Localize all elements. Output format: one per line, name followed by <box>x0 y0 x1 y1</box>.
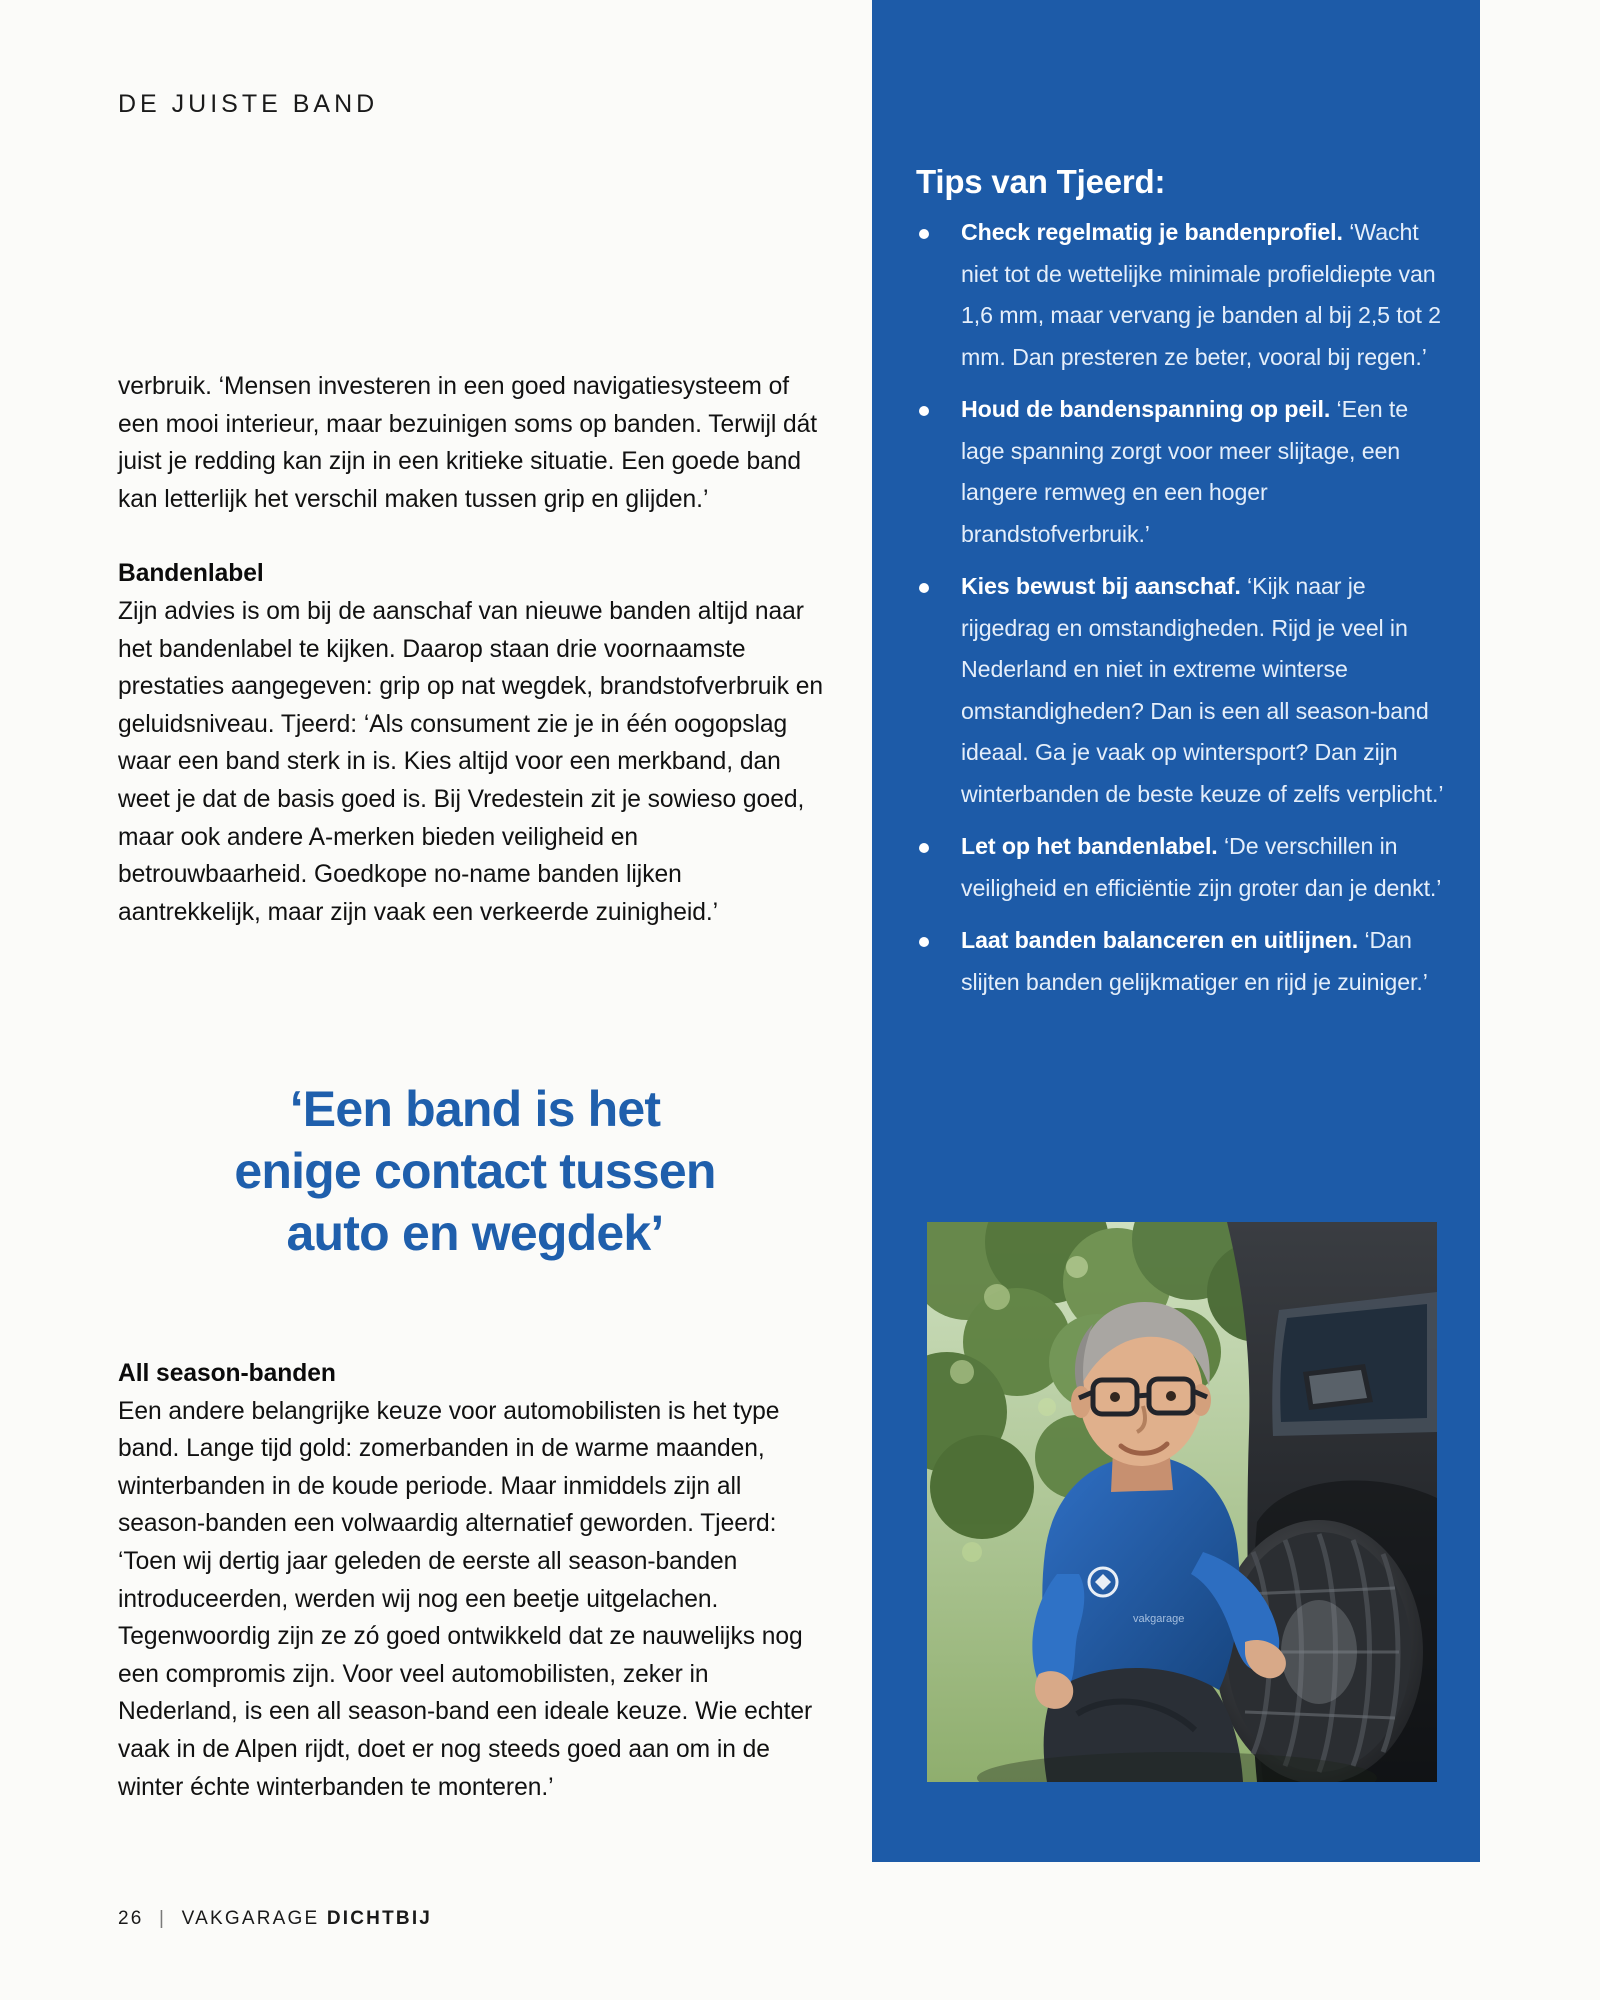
tip-lead: Kies bewust bij aanschaf. <box>961 573 1248 599</box>
tips-panel-title: Tips van Tjeerd: <box>916 163 1166 200</box>
pull-quote-line-3: auto en wegdek’ <box>286 1205 664 1261</box>
pull-quote <box>110 1078 840 1264</box>
tip-lead: Laat banden balanceren en uitlijnen. <box>961 927 1365 953</box>
body-paragraph-1: verbruik. ‘Mensen investeren in een goed navigatiesysteem of een mooi interieur, maar bezuinigen soms op banden. Terwijl dát juist je redding kan zijn in een kritieke situatie. Een goede band kan letterlijk het verschil maken tussen grip en glijden.’ <box>118 373 818 513</box>
mechanic-photo <box>927 1222 1437 1782</box>
tips-list <box>916 212 1446 1014</box>
body-paragraph-2: Zijn advies is om bij de aanschaf van nieuwe banden altijd naar het bandenlabel te kijken. Daarop staan drie voornaamste prestaties aangegeven: grip op nat wegdek, brandstofverbruik en geluidsniveau. Tjeerd: ‘Als consument zie je in één oogopslag waar een band sterk in is. Kies altijd voor een merkband, dan weet je dat de basis goed is. Bij Vredestein zit je sowieso goed, maar ook andere A-merken bieden veiligheid en betrouwbaarheid. Goedkope no-name banden lijken aantrekkelijk, maar zijn vaak een verkeerde zuinigheid.’ <box>118 597 824 926</box>
tip-item <box>916 920 1446 1003</box>
pull-quote-line-2: enige contact tussen <box>234 1143 716 1199</box>
tip-lead: Houd de bandenspanning op peil. <box>961 396 1337 422</box>
bullet-icon <box>919 229 929 239</box>
tip-body: ‘Kijk naar je rijgedrag en omstandigheden. Rijd je veel in Nederland en niet in extreme winterse omstandigheden? Dan is een all season-band ideaal. Ga je vaak op wintersport? Dan zijn winterbanden de beste keuze of zelfs verplicht.’ <box>961 573 1444 807</box>
tip-item <box>916 212 1446 378</box>
subhead-all-season-banden: All season-banden <box>118 1360 336 1387</box>
left-column-bottom <box>118 1355 833 1806</box>
bullet-icon <box>919 843 929 853</box>
mechanic-photo-illustration <box>927 1222 1437 1782</box>
bullet-icon <box>919 406 929 416</box>
tip-lead: Let op het bandenlabel. <box>961 833 1224 859</box>
footer-brand-bold: DICHTBIJ <box>326 1908 433 1929</box>
tip-lead: Check regelmatig je bandenprofiel. <box>961 219 1350 245</box>
svg-text:vakgarage: vakgarage <box>1133 1613 1185 1625</box>
tip-item <box>916 389 1446 555</box>
running-head: DE JUISTE BAND <box>118 90 379 118</box>
tip-item <box>916 826 1446 909</box>
footer-brand: VAKGARAGE <box>181 1908 327 1929</box>
tip-body: ‘Een te lage spanning zorgt voor meer slijtage, een langere remweg en een hoger brandstofverbruik.’ <box>961 396 1409 547</box>
tip-body: ‘Wacht niet tot de wettelijke minimale profieldiepte van 1,6 mm, maar vervang je banden al bij 2,5 tot 2 mm. Dan presteren ze beter, vooral bij regen.’ <box>961 219 1441 370</box>
body-paragraph-3: Een andere belangrijke keuze voor automobilisten is het type band. Lange tijd gold: zomerbanden in de warme maanden, winterbanden in de koude periode. Maar inmiddels zijn all season-banden een volwaardig alternatief geworden. Tjeerd: ‘Toen wij dertig jaar geleden de eerste all season-banden introduceerden, werden wij nog een beetje uitgelachen. Tegenwoordig zijn ze zó goed ontwikkeld dat ze nauwelijks nog een compromis zijn. Voor veel automobilisten, zeker in Nederland, is een all season-band een ideale keuze. Wie echter vaak in de Alpen rijdt, doet er nog steeds goed aan om in de winter échte winterbanden te monteren.’ <box>118 1397 813 1801</box>
footer-separator: | <box>159 1908 167 1929</box>
tip-item <box>916 566 1446 815</box>
tip-body: ‘Dan slijten banden gelijkmatiger en rijd je zuiniger.’ <box>961 927 1428 995</box>
left-column-top <box>118 368 830 931</box>
subhead-bandenlabel: Bandenlabel <box>118 560 264 588</box>
bullet-icon <box>919 937 929 947</box>
tip-body: ‘De verschillen in veiligheid en efficiëntie zijn groter dan je denkt.’ <box>961 833 1442 901</box>
pull-quote-line-1: ‘Een band is het <box>289 1081 661 1137</box>
page-number: 26 <box>118 1908 144 1929</box>
footer <box>118 1908 432 1930</box>
bullet-icon <box>919 583 929 593</box>
